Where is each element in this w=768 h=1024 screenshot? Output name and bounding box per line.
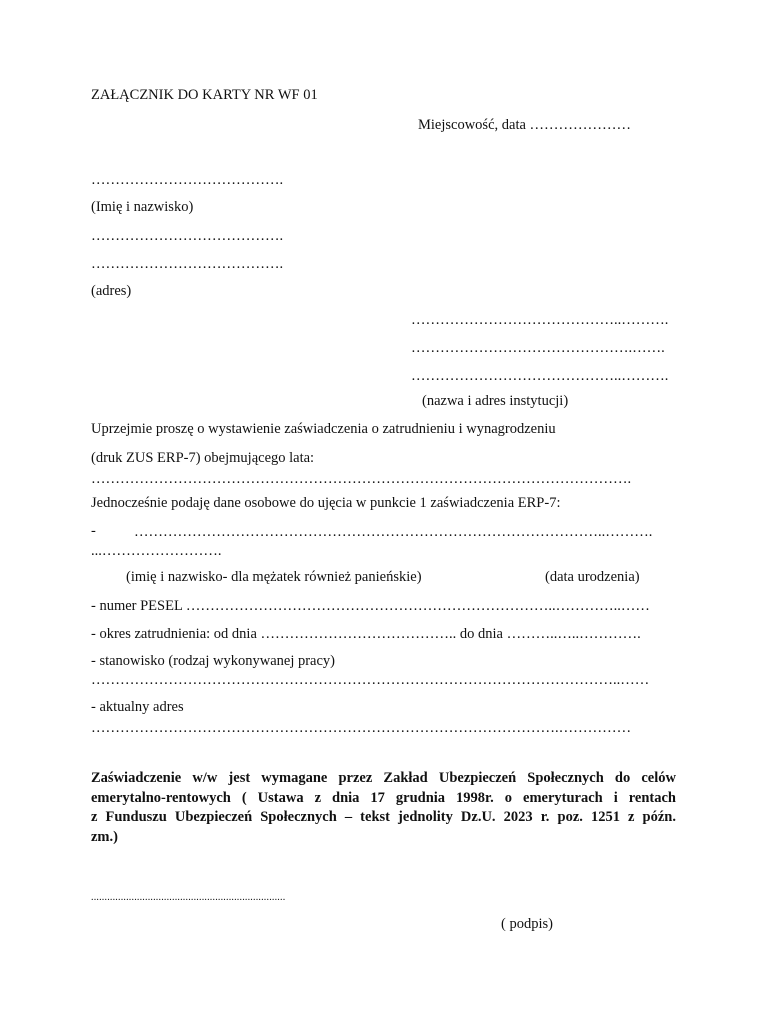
legal-notice-line-2: emerytalno-rentowych ( Ustawa z dnia 17 grudnia 1998r. o emeryturach i rentach	[91, 789, 676, 806]
birth-date-label: (data urodzenia)	[545, 569, 640, 585]
legal-notice-line-3: z Funduszu Ubezpieczeń Społecznych – tekst jednolity Dz.U. 2023 r. poz. 1251 z późn.	[91, 809, 676, 825]
legal-notice	[91, 769, 676, 847]
request-line-2: (druk ZUS ERP-7) obejmującego lata:	[91, 450, 315, 466]
applicant-address-dots-2: ………………………………….	[91, 256, 284, 272]
years-dots: ………………………………………………………………………………………………….	[91, 471, 632, 487]
personal-name-dots-1: ……………………………………………………………………………………..……….	[134, 524, 653, 540]
pesel-field: - numer PESEL …………………………………………………………………..…………..……	[91, 598, 650, 614]
current-address-label: - aktualny adres	[91, 699, 184, 715]
request-line-1: Uprzejmie proszę o wystawienie zaświadczenia o zatrudnieniu i wynagrodzeniu	[91, 421, 556, 437]
personal-dash: -	[91, 523, 96, 539]
institution-dots-3: ……………………………………..……….	[411, 368, 669, 384]
signature-dots: ........................................................................	[91, 892, 286, 903]
position-dots: ………………………………………………………………………………………………..……	[91, 672, 650, 688]
place-date-field: Miejscowość, data …………………	[418, 117, 632, 133]
employment-period-field: - okres zatrudnienia: od dnia ………………………………….. do dnia ………..…..………….	[91, 626, 641, 642]
document-title: ZAŁĄCZNIK DO KARTY NR WF 01	[91, 87, 318, 103]
institution-label: (nazwa i adres instytucji)	[422, 393, 569, 409]
personal-name-dots-2: ...…………………….	[91, 543, 222, 559]
applicant-address-label: (adres)	[91, 283, 132, 299]
position-label: - stanowisko (rodzaj wykonywanej pracy)	[91, 653, 336, 669]
legal-notice-line-4: zm.)	[91, 828, 118, 845]
current-address-dots: …………………………………………………………………………………….……………	[91, 720, 632, 736]
institution-dots-2: ……………………………………….…….	[411, 340, 665, 356]
applicant-name-dots: ………………………………….	[91, 172, 284, 188]
institution-dots-1: ……………………………………..……….	[411, 312, 669, 328]
applicant-name-label: (Imię i nazwisko)	[91, 199, 194, 215]
legal-notice-line-1: Zaświadczenie w/w jest wymagane przez Zakład Ubezpieczeń Społecznych do celów	[91, 770, 676, 786]
personal-name-label: (imię i nazwisko- dla mężatek również panieńskie)	[126, 569, 422, 585]
signature-label: ( podpis)	[501, 916, 553, 932]
applicant-address-dots-1: ………………………………….	[91, 228, 284, 244]
personal-intro: Jednocześnie podaję dane osobowe do ujęcia w punkcie 1 zaświadczenia ERP-7:	[91, 495, 561, 511]
